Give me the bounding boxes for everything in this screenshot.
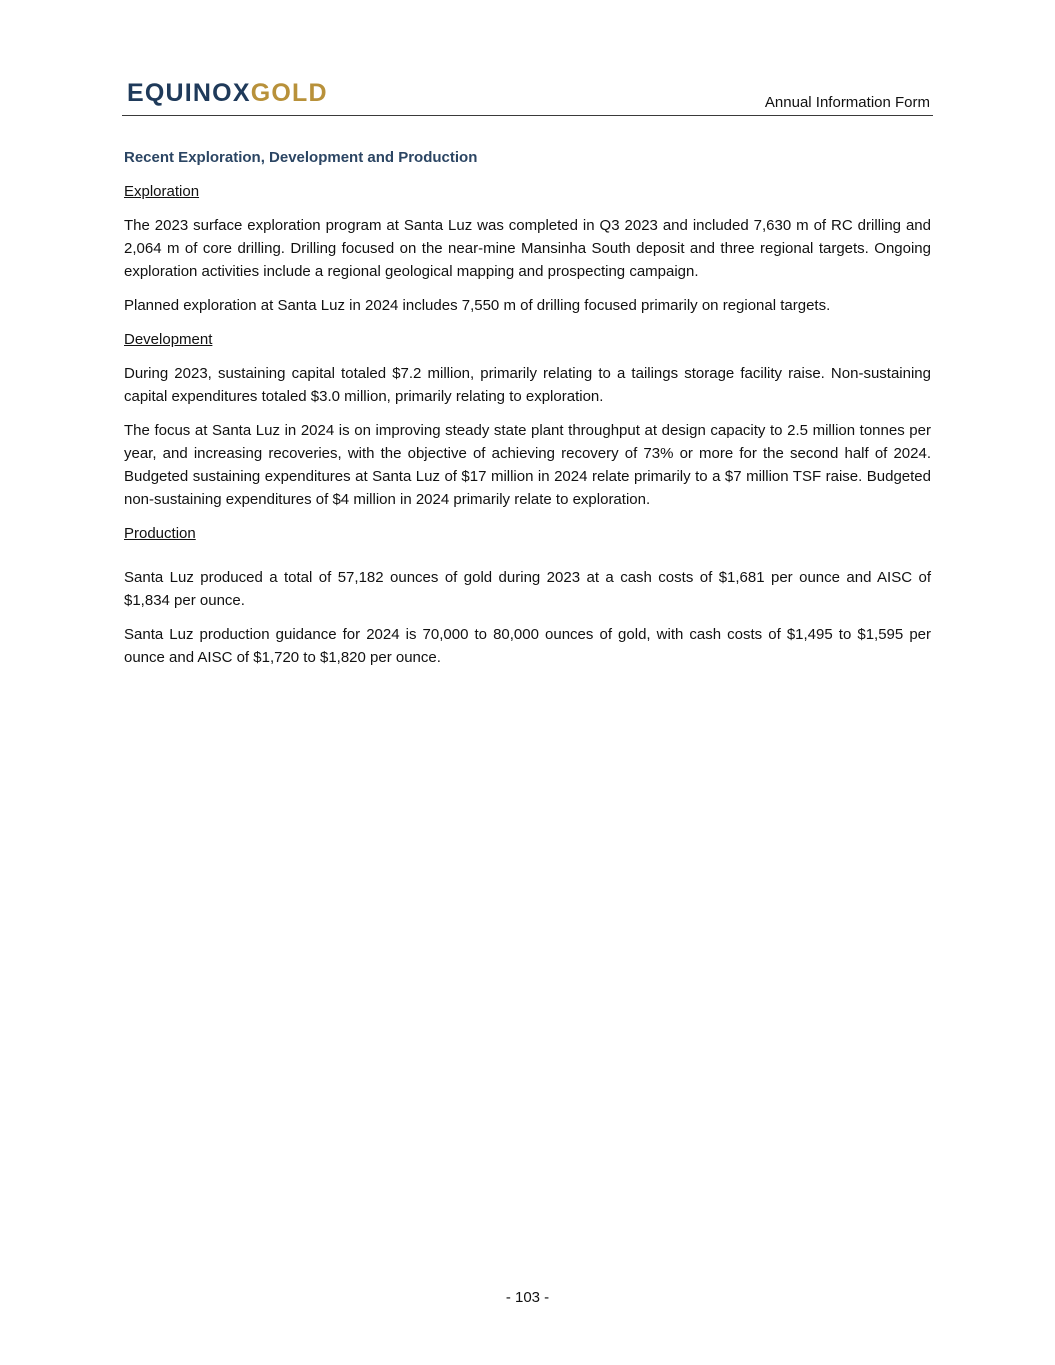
page-number: - 103 - [505,1289,550,1306]
subheading-exploration: Exploration [124,183,200,200]
paragraph: Santa Luz produced a total of 57,182 ounces of gold during 2023 at a cash costs of $1,681 per ounce and AISC of $1,834 per ounce. [124,569,931,609]
subheading-production: Production [124,525,196,542]
paragraph: Santa Luz production guidance for 2024 is 70,000 to 80,000 ounces of gold, with cash costs of $1,495 to $1,595 per ounce and AISC of $1,720 to $1,820 per ounce. [124,626,931,666]
logo-text-equinox: EQUINOX [127,79,251,107]
company-logo [127,78,328,108]
paragraph: During 2023, sustaining capital totaled $7.2 million, primarily relating to a tailings storage facility raise. Non-sustaining capital expenditures totaled $3.0 million, primarily relating to exploration. [124,365,931,405]
paragraph: The focus at Santa Luz in 2024 is on improving steady state plant throughput at design capacity to 2.5 million tonnes per year, and increasing recoveries, with the objective of achieving recovery of 73% or more for the second half of 2024. Budgeted sustaining expenditures at Santa Luz of $17 million in 2024 relate primarily to a $7 million TSF raise. Budgeted non-sustaining expenditures of $4 million in 2024 primarily relate to exploration. [124,422,931,508]
logo-text-gold: GOLD [250,79,328,107]
paragraph: Planned exploration at Santa Luz in 2024 includes 7,550 m of drilling focused primarily on regional targets. [124,297,831,314]
main-content [124,146,931,680]
header-divider [122,115,933,116]
header-title: Annual Information Form [764,94,930,111]
paragraph: The 2023 surface exploration program at Santa Luz was completed in Q3 2023 and included 7,630 m of RC drilling and 2,064 m of core drilling. Drilling focused on the near-mine Mansinha South deposit and three regional targets. Ongoing exploration activities include a regional geological mapping and prospecting campaign. [124,217,931,280]
subheading-development: Development [124,331,213,348]
section-heading: Recent Exploration, Development and Production [124,149,478,166]
